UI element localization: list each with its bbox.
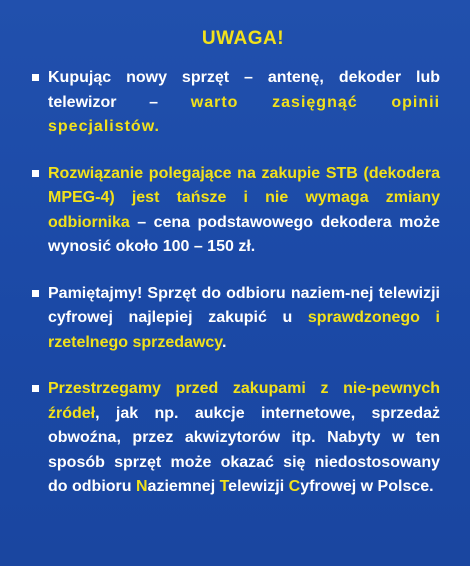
item-text	[48, 66, 440, 140]
item-text-highlight: Przestrzegamy przed zakupami z nie-pewnych źródeł	[48, 380, 440, 422]
item-text-highlight: Rozwiązanie polegające na zakupie STB (dekodera MPEG-4) jest tańsze i nie wymaga zmiany odbiornika	[48, 164, 440, 231]
item-text-plain: – cena podstawowego dekodera może wynosić około 100 – 150 zł.	[48, 213, 440, 255]
item-text-plain: aziemnej	[147, 478, 220, 495]
list-item	[36, 66, 440, 140]
item-text-plain: , jak np. aukcje internetowe, sprzedaż obwoźna, przez akwizytorów itp. Nabyty w ten sposób sprzęt może okazać się niedostosowany do odbioru	[48, 404, 440, 495]
warning-list	[36, 66, 440, 500]
list-item	[36, 282, 440, 356]
square-bullet-icon	[32, 74, 39, 81]
item-text-plain: Kupując nowy sprzęt – antenę, dekoder lub telewizor –	[48, 69, 440, 111]
item-text-highlight: N	[135, 478, 148, 495]
item-text-highlight: sprawdzonego i rzetelnego sprzedawcy	[48, 309, 440, 351]
item-text-highlight: warto zasięgnąć opinii specjalistów.	[48, 93, 441, 135]
item-text-plain: yfrowej w Polsce.	[300, 478, 434, 495]
item-text-plain: Pamiętajmy! Sprzęt do odbioru naziem-nej telewizji cyfrowej najlepiej zakupić u	[48, 284, 440, 326]
list-item	[36, 377, 440, 500]
item-text	[48, 377, 440, 500]
item-text	[48, 162, 440, 260]
item-text-plain: elewizji	[228, 478, 289, 495]
square-bullet-icon	[32, 385, 39, 392]
item-text-highlight: T	[219, 478, 229, 495]
item-text	[48, 282, 440, 356]
list-item	[36, 162, 440, 260]
item-text-plain: .	[221, 333, 227, 351]
item-text-highlight: C	[288, 478, 301, 495]
page-title: UWAGA!	[201, 28, 285, 49]
square-bullet-icon	[32, 290, 39, 297]
square-bullet-icon	[32, 170, 39, 177]
